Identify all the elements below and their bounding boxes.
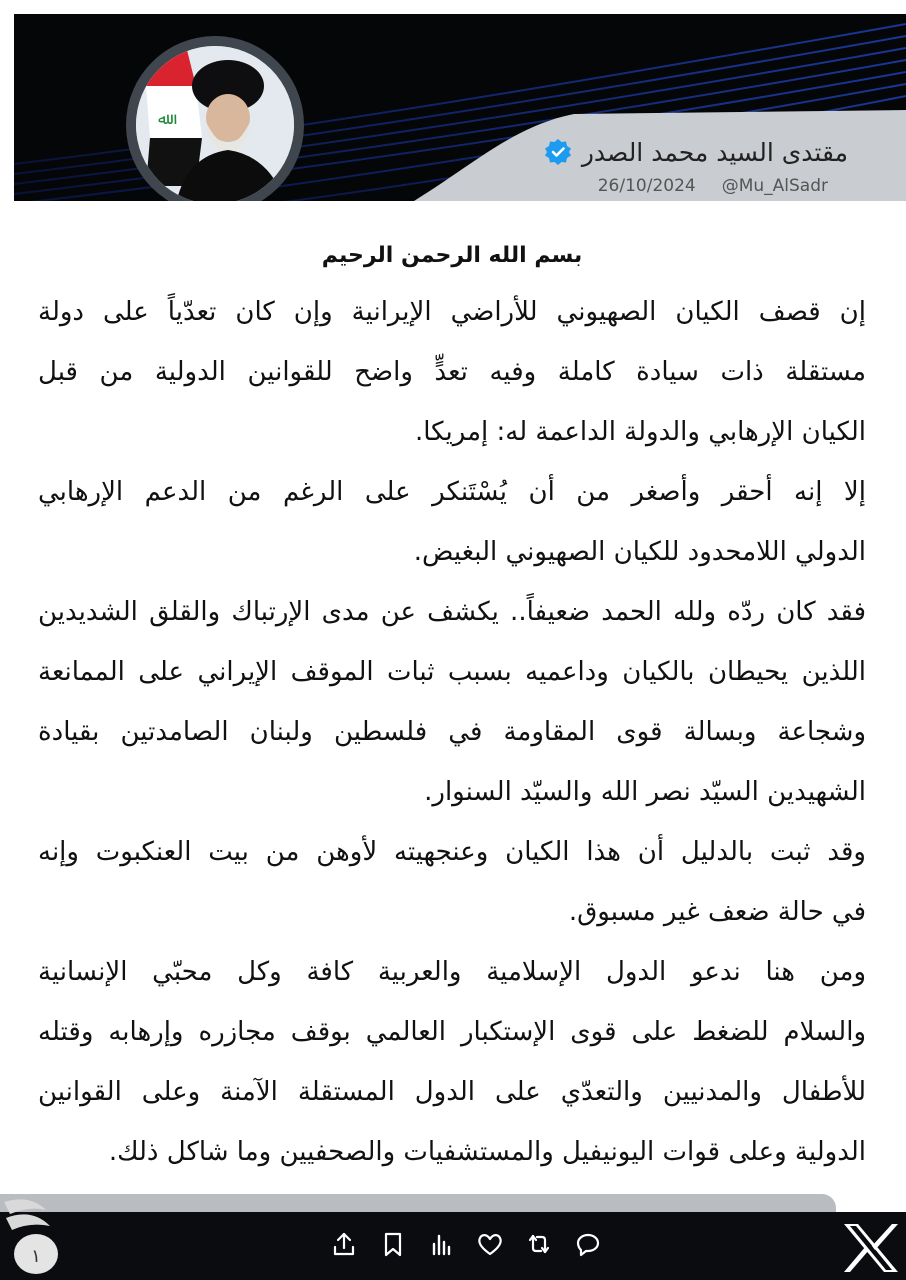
bookmark-icon[interactable] bbox=[379, 1230, 407, 1258]
footer-divider bbox=[0, 1194, 836, 1214]
text-line: الدولية وعلى قوات اليونيفيل والمستشفيات والصحفيين وما شاكل ذلك. bbox=[108, 1137, 866, 1167]
avatar-ring[interactable] bbox=[126, 36, 304, 201]
text-line: الدولي اللامحدود للكيان الصهيوني البغيض. bbox=[413, 537, 866, 567]
like-icon[interactable] bbox=[476, 1230, 504, 1258]
author-handle[interactable]: @Mu_AlSadr bbox=[721, 176, 828, 196]
action-bar bbox=[0, 1212, 906, 1280]
profile-header bbox=[14, 14, 906, 201]
text-line: اللذين يحيطان بالكيان وداعميه بسبب ثبات الموقف الإيراني على الممانعة bbox=[38, 657, 866, 687]
text-line: والسلام للضغط على قوى الإستكبار العالمي بوقف مجازره وإرهابه وقتله bbox=[38, 1017, 866, 1047]
watermark-logo-icon bbox=[0, 1192, 70, 1280]
text-line: إلا إنه أحقر وأصغر من أن يُسْتَنكر على الرغم من الدعم الإرهابي bbox=[38, 477, 866, 507]
text-line: للأطفال والمدنيين والتعدّي على الدول المستقلة الآمنة وعلى القوانين bbox=[38, 1077, 866, 1107]
post-date: 26/10/2024 bbox=[597, 176, 696, 196]
reply-icon[interactable] bbox=[574, 1230, 602, 1258]
share-icon[interactable] bbox=[330, 1230, 358, 1258]
watermark-number: ١ bbox=[31, 1246, 41, 1267]
text-line: وشجاعة وبسالة قوى المقاومة في فلسطين ولبنان الصامدتين بقيادة bbox=[38, 717, 866, 747]
text-line: في حالة ضعف غير مسبوق. bbox=[568, 897, 866, 927]
text-line: إن قصف الكيان الصهيوني للأراضي الإيرانية وإن كان تعدّياً على دولة bbox=[38, 297, 866, 327]
post-text bbox=[38, 230, 866, 1182]
avatar bbox=[136, 46, 294, 201]
post-meta bbox=[598, 172, 828, 200]
text-line: الكيان الإرهابي والدولة الداعمة له: إمريكا. bbox=[414, 417, 866, 447]
svg-text:ﷲ: ﷲ bbox=[158, 109, 168, 128]
action-buttons bbox=[330, 1226, 602, 1262]
author-row bbox=[544, 132, 848, 172]
text-line: ومن هنا ندعو الدول الإسلامية والعربية كافة وكل محبّي الإنسانية bbox=[38, 957, 866, 987]
verified-badge-icon bbox=[544, 138, 572, 166]
text-line: مستقلة ذات سيادة كاملة وفيه تعدٍّ واضح للقوانين الدولية من قبل bbox=[38, 357, 866, 387]
author-name[interactable]: مقتدى السيد محمد الصدر bbox=[581, 137, 848, 167]
avatar-portrait bbox=[136, 46, 294, 201]
views-icon[interactable] bbox=[428, 1230, 456, 1258]
text-line: الشهيدين السيّد نصر الله والسيّد السنوار. bbox=[424, 777, 866, 807]
repost-icon[interactable] bbox=[525, 1230, 553, 1258]
text-line: فقد كان ردّه ولله الحمد ضعيفاً.. يكشف عن مدى الإرتباك والقلق الشديدين bbox=[38, 597, 866, 627]
x-logo-icon bbox=[842, 1222, 900, 1274]
text-line: وقد ثبت بالدليل أن هذا الكيان وعنجهيته لأوهن من بيت العنكبوت وإنه bbox=[38, 837, 866, 867]
basmala-heading: بسم الله الرحمن الرحيم bbox=[321, 243, 583, 268]
